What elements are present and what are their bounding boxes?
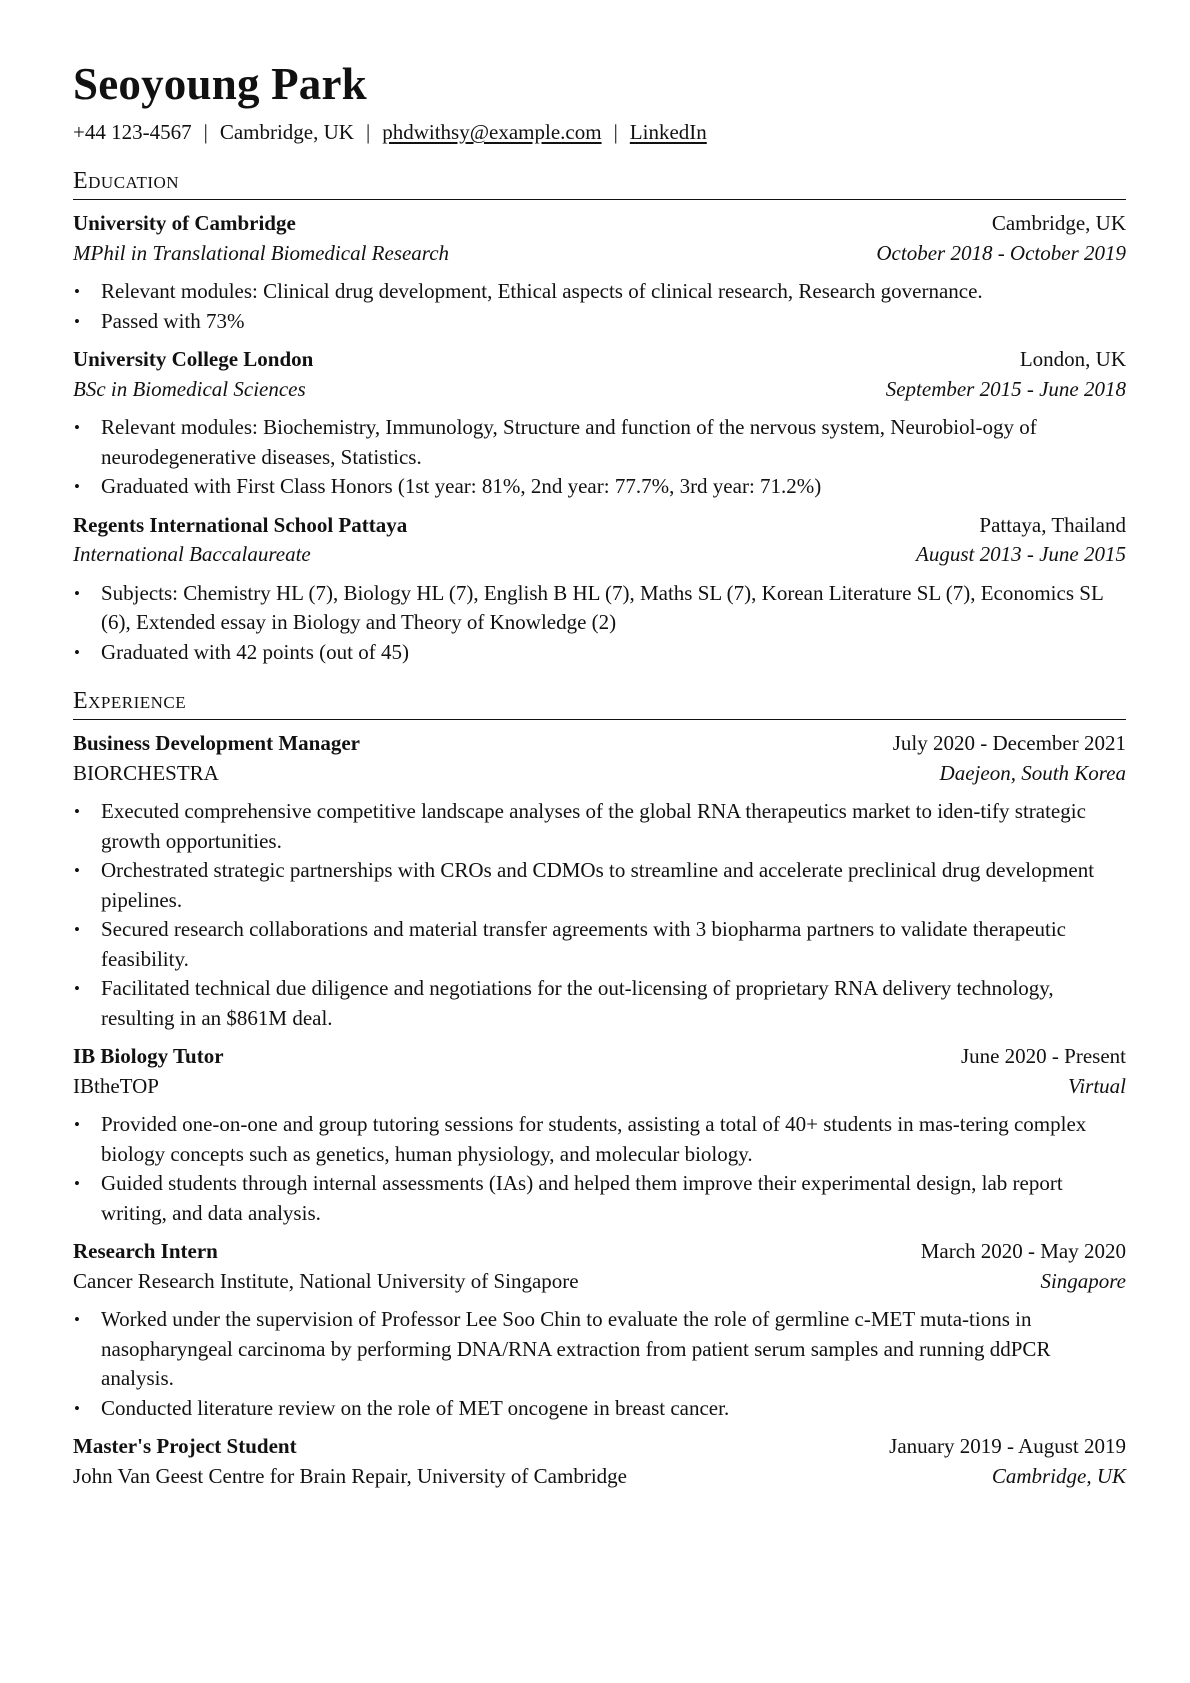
experience-entry [73, 1432, 1126, 1491]
experience-entry [73, 729, 1126, 1033]
dates: October 2018 - October 2019 [876, 240, 1126, 265]
job-location: Singapore [1040, 1268, 1126, 1293]
experience-entry [73, 1237, 1126, 1423]
bullet-item: • Secured research collaborations and material transfer agreements with 3 biopharma partners to validate therapeutic feasibility. [101, 915, 1126, 974]
section-divider [73, 199, 1126, 200]
job-title: IB Biology Tutor [73, 1044, 224, 1068]
separator: | [203, 120, 208, 144]
organization: John Van Geest Centre for Brain Repair, University of Cambridge [73, 1463, 627, 1488]
phone-number: +44 123-4567 [73, 120, 192, 144]
organization: Cancer Research Institute, National University of Singapore [73, 1268, 579, 1293]
dates: July 2020 - December 2021 [892, 731, 1126, 755]
bullet-list [73, 413, 1126, 502]
job-title: Research Intern [73, 1239, 218, 1263]
organization: BIORCHESTRA [73, 760, 219, 785]
institution-name: Regents International School Pattaya [73, 512, 408, 537]
job-location: Daejeon, South Korea [939, 760, 1126, 785]
bullet-list [73, 277, 1126, 336]
job-location: Cambridge, UK [991, 1463, 1126, 1488]
degree: MPhil in Translational Biomedical Research [73, 240, 450, 265]
separator: | [365, 120, 371, 144]
institution-name: University College London [73, 347, 314, 371]
bullet-list [73, 1305, 1126, 1423]
bullet-list [73, 797, 1126, 1033]
degree: International Baccalaureate [73, 542, 311, 566]
bullet-item: • Conducted literature review on the role of MET oncogene in breast cancer. [101, 1394, 1126, 1424]
dates: September 2015 - June 2018 [885, 376, 1126, 401]
section-title-experience: Experience [73, 688, 187, 714]
section-divider [73, 719, 1126, 720]
dates: January 2019 - August 2019 [889, 1434, 1126, 1458]
resume-page [73, 58, 1126, 1491]
education-entry [73, 345, 1126, 502]
candidate-name: Seoyoung Park [73, 59, 367, 109]
bullet-item: • Orchestrated strategic partnerships with CROs and CDMOs to streamline and accelerate preclinical drug development pipelines. [101, 856, 1126, 915]
dates: March 2020 - May 2020 [920, 1239, 1126, 1263]
bullet-item: • Graduated with First Class Honors (1st year: 81%, 2nd year: 77.7%, 3rd year: 71.2%) [101, 472, 1126, 502]
email-link[interactable]: phdwithsy@example.com [382, 120, 602, 144]
section-title-education: Education [73, 168, 180, 194]
location: Cambridge, UK [219, 120, 354, 144]
institution-location: London, UK [1019, 347, 1126, 371]
institution-location: Cambridge, UK [991, 211, 1126, 235]
bullet-item: • Graduated with 42 points (out of 45) [101, 638, 1126, 668]
institution-location: Pattaya, Thailand [979, 512, 1126, 537]
bullet-item: • Passed with 73% [101, 307, 1126, 337]
bullet-list [73, 1110, 1126, 1228]
job-location: Virtual [1068, 1073, 1126, 1098]
degree: BSc in Biomedical Sciences [73, 376, 306, 401]
job-title: Business Development Manager [73, 731, 360, 755]
bullet-item: • Worked under the supervision of Professor Lee Soo Chin to evaluate the role of germline c-MET muta-tions in nasopharyngeal carcinoma by performing DNA/RNA extraction from patient serum samples and running ddPCR analysis. [101, 1305, 1126, 1394]
institution-name: University of Cambridge [73, 211, 296, 235]
bullet-item: • Provided one-on-one and group tutoring sessions for students, assisting a total of 40+ students in mas-tering complex biology concepts such as genetics, human physiology, and molecular biology. [101, 1110, 1126, 1169]
job-title: Master's Project Student [73, 1434, 297, 1458]
linkedin-link[interactable]: LinkedIn [629, 120, 707, 144]
dates: June 2020 - Present [960, 1044, 1126, 1068]
bullet-item: • Subjects: Chemistry HL (7), Biology HL (7), English B HL (7), Maths SL (7), Korean Literature SL (7), Economics SL (6), Extended essay in Biology and Theory of Knowledge (2) [101, 579, 1126, 638]
bullet-item: • Facilitated technical due diligence and negotiations for the out-licensing of proprietary RNA delivery technology, resulting in an $861M deal. [101, 974, 1126, 1033]
education-entry [73, 511, 1126, 668]
bullet-item: • Relevant modules: Biochemistry, Immunology, Structure and function of the nervous system, Neurobiol-ogy of neurodegenerative diseases, Statistics. [101, 413, 1126, 472]
bullet-list [73, 579, 1126, 668]
separator: | [613, 120, 618, 144]
experience-entry [73, 1042, 1126, 1228]
organization: IBtheTOP [73, 1073, 159, 1098]
bullet-item: • Executed comprehensive competitive landscape analyses of the global RNA therapeutics market to iden-tify strategic growth opportunities. [101, 797, 1126, 856]
education-entry [73, 209, 1126, 336]
dates: August 2013 - June 2015 [916, 542, 1126, 566]
bullet-item: • Guided students through internal assessments (IAs) and helped them improve their experimental design, lab report writing, and data analysis. [101, 1169, 1126, 1228]
contact-line [73, 119, 1126, 145]
bullet-item: • Relevant modules: Clinical drug development, Ethical aspects of clinical research, Research governance. [101, 277, 1126, 307]
